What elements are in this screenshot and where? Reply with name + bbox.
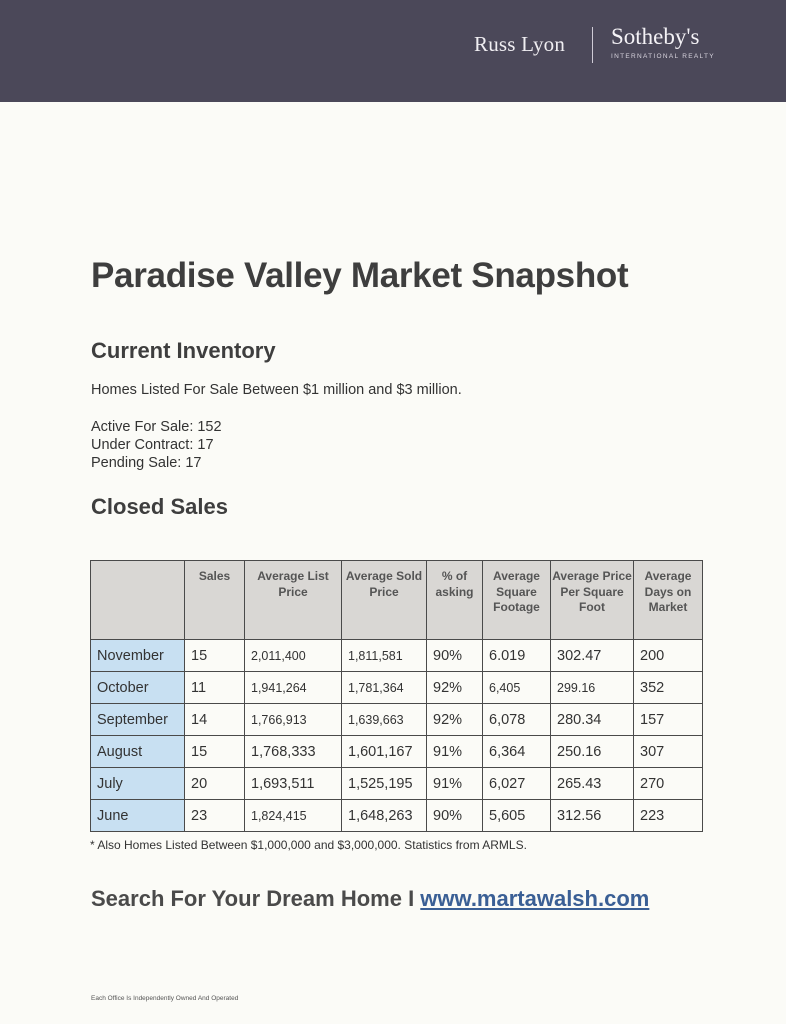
inventory-description: Homes Listed For Sale Between $1 million and $3 million. — [91, 382, 462, 398]
pct-asking-cell: 92% — [427, 672, 483, 704]
days-on-market-cell: 200 — [634, 640, 703, 672]
search-callout — [91, 886, 649, 912]
price-per-sqft-cell: 312.56 — [551, 800, 634, 832]
closed-sales-table — [90, 560, 703, 832]
column-header: % of asking — [427, 561, 483, 640]
sold-price-cell: 1,781,364 — [342, 672, 427, 704]
sold-price-cell: 1,811,581 — [342, 640, 427, 672]
column-header — [91, 561, 185, 640]
brand-subtitle: INTERNATIONAL REALTY — [611, 53, 715, 60]
list-price-cell: 1,766,913 — [245, 704, 342, 736]
list-price-cell: 2,011,400 — [245, 640, 342, 672]
closed-sales-heading: Closed Sales — [91, 494, 228, 519]
brand-header — [0, 0, 786, 102]
table-row — [91, 672, 703, 704]
days-on-market-cell: 352 — [634, 672, 703, 704]
sales-cell: 23 — [185, 800, 245, 832]
inventory-stats — [91, 418, 222, 472]
column-header: Average Sold Price — [342, 561, 427, 640]
list-price-cell: 1,693,511 — [245, 768, 342, 800]
closed-sales-table-wrap — [90, 560, 703, 832]
sqft-cell: 6,078 — [483, 704, 551, 736]
active-for-sale: Active For Sale: 152 — [91, 419, 222, 435]
month-cell: June — [91, 800, 185, 832]
days-on-market-cell: 307 — [634, 736, 703, 768]
pct-asking-cell: 92% — [427, 704, 483, 736]
sales-cell: 11 — [185, 672, 245, 704]
sqft-cell: 5,605 — [483, 800, 551, 832]
brand-sothebys: Sotheby's — [611, 24, 700, 49]
table-row — [91, 704, 703, 736]
days-on-market-cell: 157 — [634, 704, 703, 736]
table-row — [91, 768, 703, 800]
table-footnote: * Also Homes Listed Between $1,000,000 and $3,000,000. Statistics from ARMLS. — [90, 838, 527, 852]
table-row — [91, 800, 703, 832]
current-inventory-heading: Current Inventory — [91, 338, 276, 363]
office-disclaimer: Each Office Is Independently Owned And Operated — [91, 995, 239, 1002]
month-cell: September — [91, 704, 185, 736]
sales-cell: 15 — [185, 736, 245, 768]
sqft-cell: 6,364 — [483, 736, 551, 768]
month-cell: July — [91, 768, 185, 800]
table-row — [91, 736, 703, 768]
column-header: Average Price Per Square Foot — [551, 561, 634, 640]
pending-sale: Pending Sale: 17 — [91, 455, 202, 471]
days-on-market-cell: 223 — [634, 800, 703, 832]
month-cell: August — [91, 736, 185, 768]
sold-price-cell: 1,525,195 — [342, 768, 427, 800]
table-row — [91, 640, 703, 672]
sold-price-cell: 1,648,263 — [342, 800, 427, 832]
page-title: Paradise Valley Market Snapshot — [91, 256, 629, 295]
month-cell: October — [91, 672, 185, 704]
price-per-sqft-cell: 299.16 — [551, 672, 634, 704]
price-per-sqft-cell: 302.47 — [551, 640, 634, 672]
table-header-row — [91, 561, 703, 640]
price-per-sqft-cell: 280.34 — [551, 704, 634, 736]
sqft-cell: 6,027 — [483, 768, 551, 800]
month-cell: November — [91, 640, 185, 672]
sqft-cell: 6,405 — [483, 672, 551, 704]
sold-price-cell: 1,601,167 — [342, 736, 427, 768]
column-header: Sales — [185, 561, 245, 640]
column-header: Average Square Footage — [483, 561, 551, 640]
sales-cell: 20 — [185, 768, 245, 800]
list-price-cell: 1,941,264 — [245, 672, 342, 704]
column-header: Average Days on Market — [634, 561, 703, 640]
brand-divider — [592, 27, 593, 63]
under-contract: Under Contract: 17 — [91, 437, 214, 453]
days-on-market-cell: 270 — [634, 768, 703, 800]
price-per-sqft-cell: 250.16 — [551, 736, 634, 768]
search-callout-text: Search For Your Dream Home I — [91, 886, 421, 911]
brand-russ-lyon: Russ Lyon — [474, 32, 566, 56]
pct-asking-cell: 91% — [427, 736, 483, 768]
website-link[interactable]: www.martawalsh.com — [420, 886, 650, 911]
column-header: Average List Price — [245, 561, 342, 640]
list-price-cell: 1,824,415 — [245, 800, 342, 832]
pct-asking-cell: 90% — [427, 800, 483, 832]
pct-asking-cell: 91% — [427, 768, 483, 800]
price-per-sqft-cell: 265.43 — [551, 768, 634, 800]
sales-cell: 15 — [185, 640, 245, 672]
sold-price-cell: 1,639,663 — [342, 704, 427, 736]
sqft-cell: 6.019 — [483, 640, 551, 672]
list-price-cell: 1,768,333 — [245, 736, 342, 768]
pct-asking-cell: 90% — [427, 640, 483, 672]
sales-cell: 14 — [185, 704, 245, 736]
